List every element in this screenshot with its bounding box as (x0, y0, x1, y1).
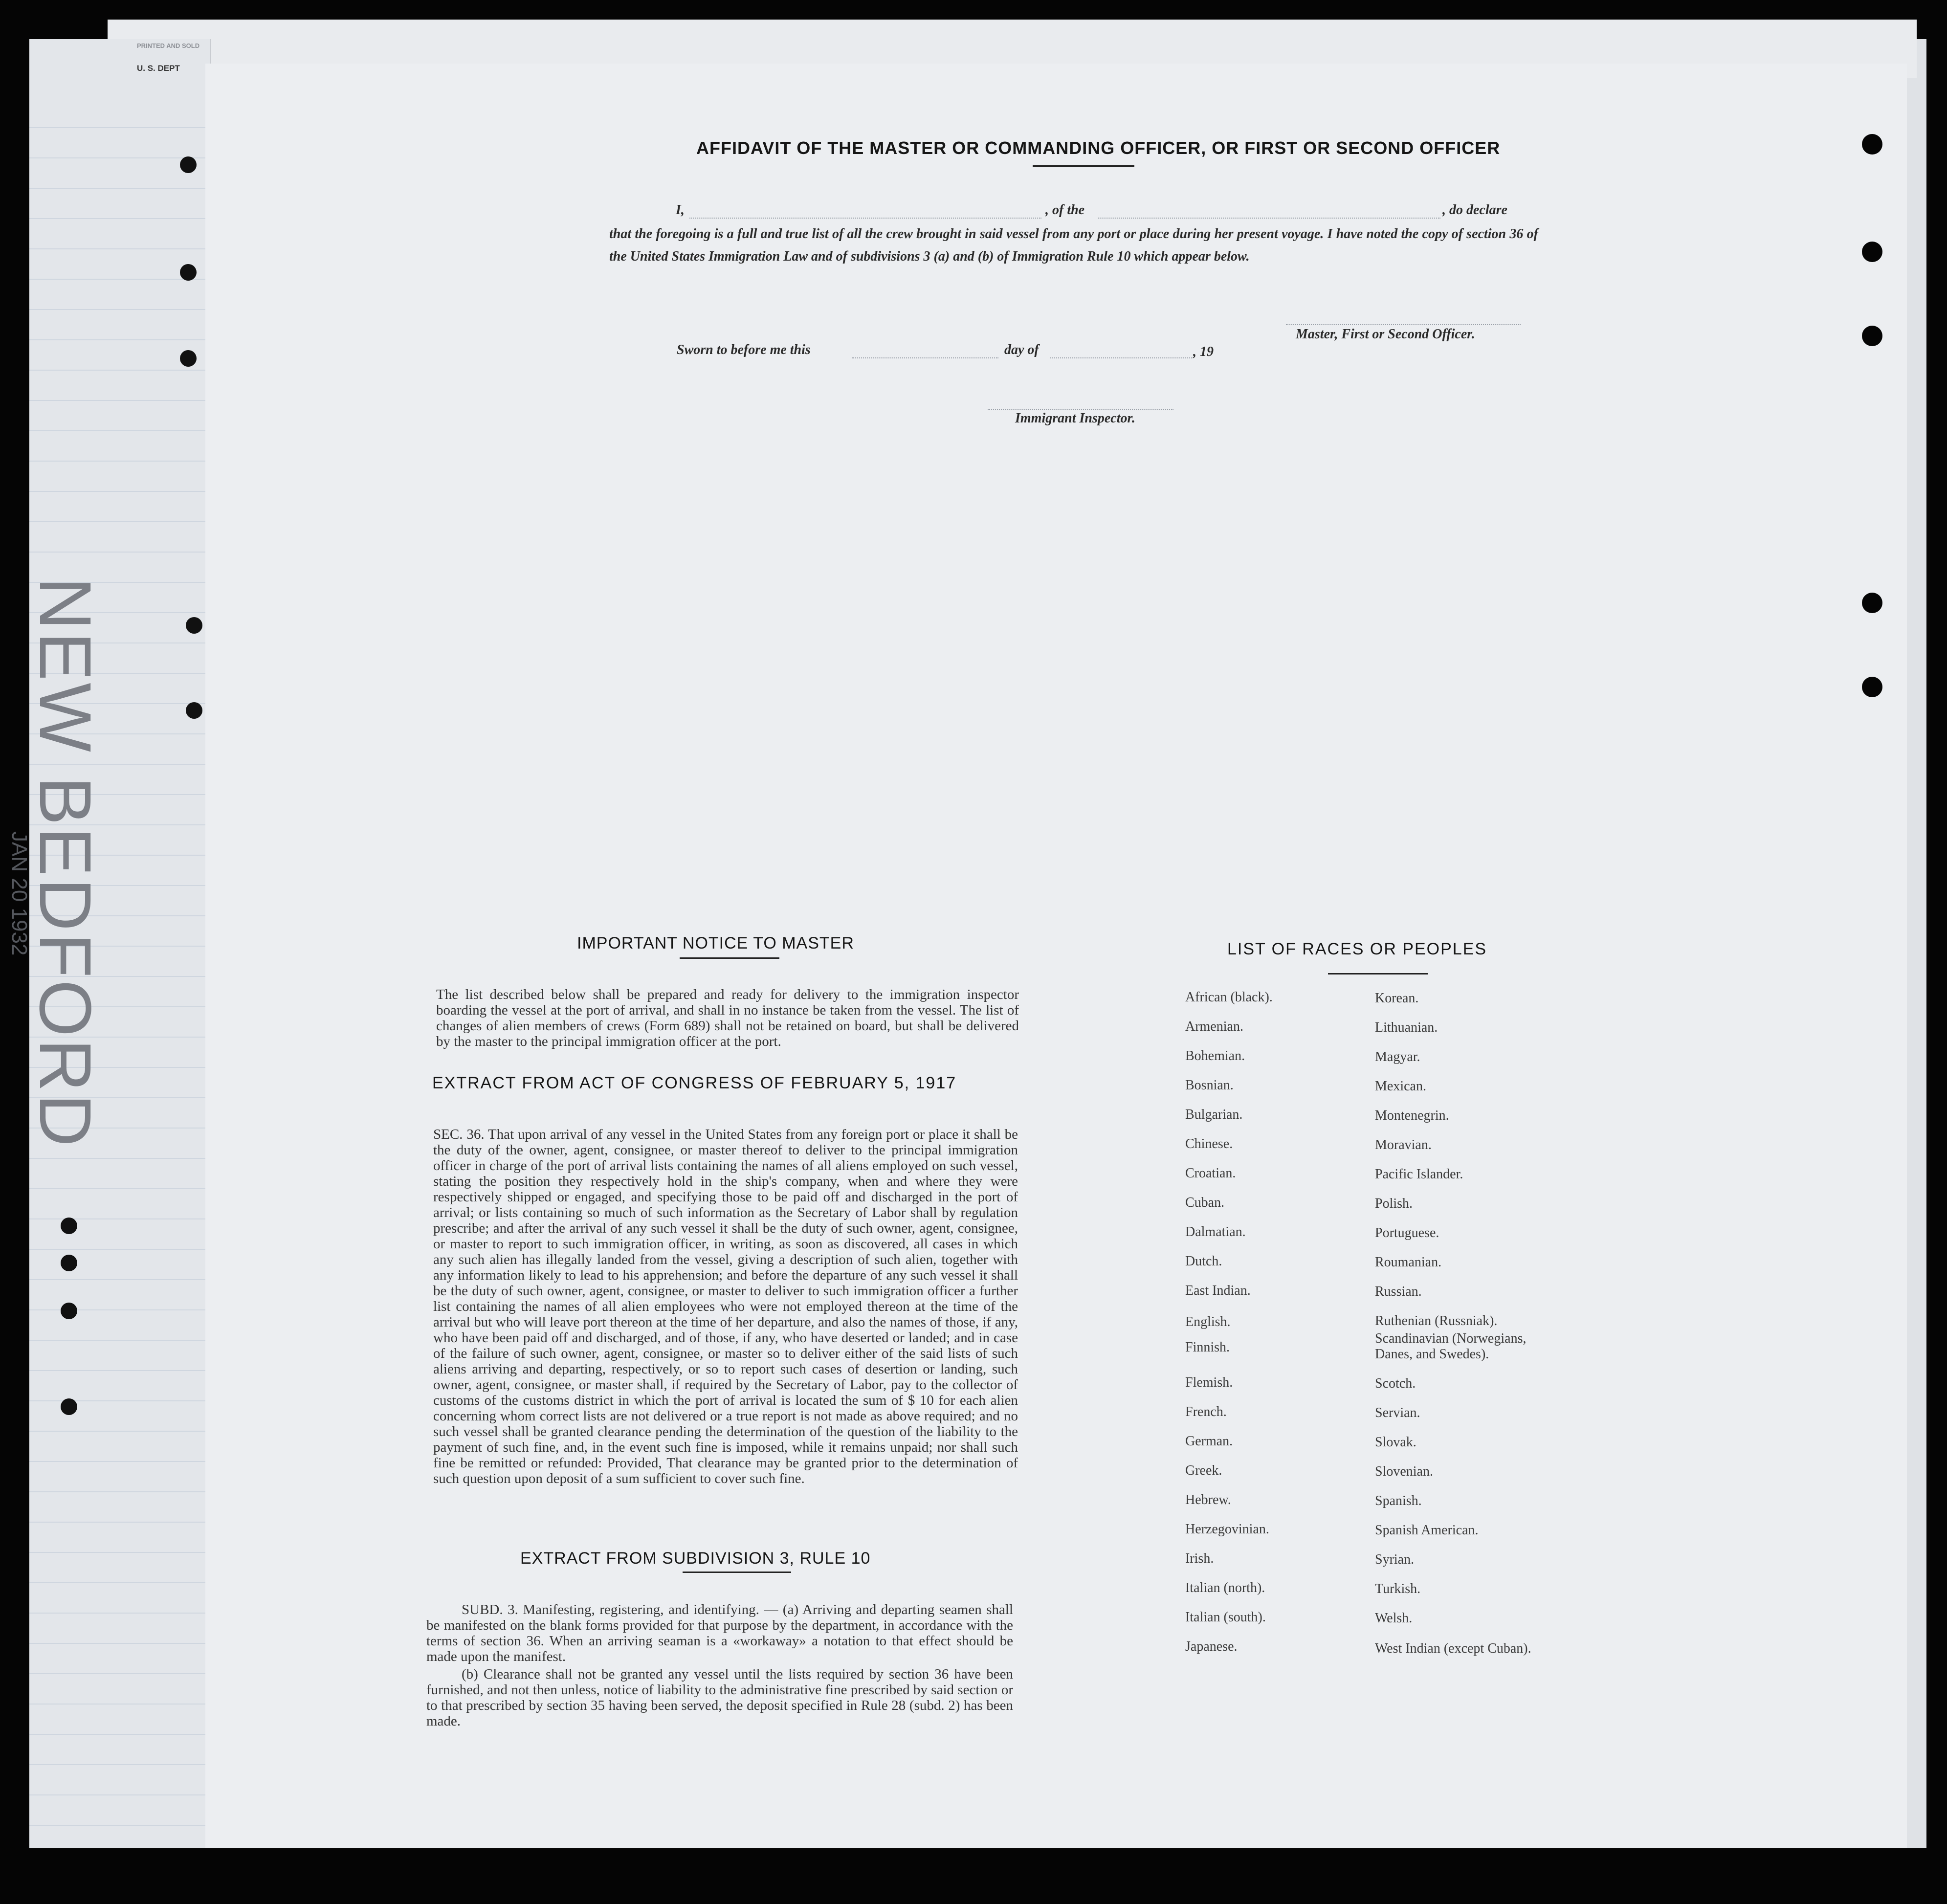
vessel-name-field (1098, 217, 1440, 219)
ledger-rule (29, 370, 210, 371)
sworn-day-field (852, 357, 998, 358)
race-item: Cuban. (1185, 1195, 1225, 1210)
header-us-dept: U. S. DEPT (137, 64, 180, 73)
form-back-page (205, 64, 1907, 1848)
ledger-rule (29, 248, 210, 249)
ledger-rule (29, 188, 210, 189)
ledger-rule (29, 1188, 210, 1189)
ledger-rule (29, 1400, 210, 1401)
race-item: Turkish. (1375, 1581, 1421, 1596)
race-item: Bulgarian. (1185, 1107, 1243, 1122)
ledger-rule (29, 309, 210, 310)
ledger-rule (29, 521, 210, 522)
ledger-rule (29, 400, 210, 401)
race-item: Japanese. (1185, 1639, 1238, 1654)
ledger-rule (29, 218, 210, 219)
race-item: Roumanian. (1375, 1255, 1442, 1270)
races-title: LIST OF RACES OR PEOPLES (1227, 940, 1487, 958)
ledger-rule (29, 1613, 210, 1614)
affidavit-body: that the foregoing is a full and true list of all the crew brought in said vessel from any port or place during her present voyage. I have noted the copy of section 36 of the United States Immigration Law and of subdivisions 3 (a) and (b) of Immigration Rule 10 which appear below. (609, 226, 1538, 264)
ledger-rule (29, 1734, 210, 1735)
race-item: Scandinavian (Norwegians, Danes, and Swedes). (1375, 1331, 1527, 1362)
race-item: East Indian. (1185, 1283, 1251, 1298)
do-declare: , do declare (1442, 202, 1507, 218)
rule-title-underline (683, 1572, 791, 1573)
race-item: Flemish. (1185, 1375, 1233, 1390)
day-of-label: day of (1004, 342, 1039, 357)
rule-para-a: SUBD. 3. Manifesting, registering, and identifying. — (a) Arriving and departing seamen shall be manifested on the blank forms provided for that purpose by the department, in accordance with the terms of section 36. When an arriving seaman is a «workaway» a notation to that effect should be made upon the manifest. (426, 1602, 1013, 1664)
ledger-rule (29, 552, 210, 553)
race-item: Italian (north). (1185, 1580, 1265, 1595)
punch-hole (1862, 134, 1882, 155)
ledger-rule (29, 1249, 210, 1250)
inspector-signature-field (988, 409, 1173, 410)
master-label: Master, First or Second Officer. (1296, 327, 1475, 342)
notice-body: The list described below shall be prepared and ready for delivery to the immigration inspector boarding the vessel at the port of arrival, and shall in no instance be taken from the vessel. The list of changes of alien members of crews (Form 689) shall not be retained on board, but shall be delivered by the master to the principal immigration officer at the port. (436, 987, 1019, 1049)
ledger-rule (29, 1582, 210, 1583)
race-item: French. (1185, 1404, 1227, 1419)
race-item: Croatian. (1185, 1166, 1236, 1181)
ledger-rule (29, 430, 210, 431)
ledger-rule (29, 1218, 210, 1219)
year-label: , 19 (1193, 344, 1214, 359)
race-item: Pacific Islander. (1375, 1167, 1463, 1182)
race-item: Italian (south). (1185, 1610, 1266, 1625)
ledger-rule (29, 1370, 210, 1371)
punch-hole (1862, 242, 1882, 262)
race-item: African (black). (1185, 990, 1273, 1005)
date-stamp: JAN 20 1932 (7, 831, 31, 956)
notice-title-underline (680, 957, 779, 959)
ledger-rule (29, 1794, 210, 1795)
race-item: Welsh. (1375, 1611, 1413, 1626)
notice-title: IMPORTANT NOTICE TO MASTER (577, 934, 854, 952)
punch-hole (1862, 326, 1882, 346)
race-item: Slovak. (1375, 1435, 1416, 1450)
ledger-rule (29, 339, 210, 340)
ledger-rule (29, 1825, 210, 1826)
punch-hole (186, 702, 202, 719)
race-item: Spanish. (1375, 1493, 1422, 1508)
race-item: Finnish. (1185, 1340, 1230, 1355)
race-item: English. (1185, 1314, 1231, 1329)
punch-hole (180, 156, 197, 173)
race-item: Hebrew. (1185, 1492, 1231, 1507)
ledger-rule (29, 1340, 210, 1341)
race-item: Korean. (1375, 991, 1419, 1006)
ledger-rule (29, 1704, 210, 1705)
punch-hole (180, 350, 197, 367)
master-signature-field (1286, 324, 1521, 325)
vessel-prefix: , of the (1045, 202, 1085, 218)
race-item: Montenegrin. (1375, 1108, 1449, 1123)
race-item: West Indian (except Cuban). (1375, 1641, 1531, 1656)
punch-hole (61, 1218, 77, 1234)
rule-title: EXTRACT FROM SUBDIVISION 3, RULE 10 (520, 1549, 871, 1568)
ledger-rule (29, 1522, 210, 1523)
race-item: Portuguese. (1375, 1225, 1439, 1240)
race-item: Servian. (1375, 1405, 1420, 1420)
race-item: Dalmatian. (1185, 1224, 1246, 1240)
race-item: Ruthenian (Russniak). (1375, 1313, 1498, 1328)
ledger-rule (29, 1279, 210, 1280)
race-item: Magyar. (1375, 1049, 1420, 1064)
race-item: Syrian. (1375, 1552, 1415, 1567)
race-item: Greek. (1185, 1463, 1222, 1478)
ledger-rule (29, 1552, 210, 1553)
race-item: Irish. (1185, 1551, 1214, 1566)
sworn-month-field (1050, 357, 1192, 358)
rule-para-b: (b) Clearance shall not be granted any vessel until the lists required by section 36 have been furnished, and not then unless, notice of liability to the administrative fine prescribed by said section or to that prescribed by section 35 having been served, the deposit specified in Rule 28 (subd. 2) has been made. (426, 1666, 1013, 1729)
race-item: Scotch. (1375, 1376, 1416, 1391)
ledger-rule (29, 491, 210, 492)
punch-hole (1862, 593, 1882, 613)
ledger-rule (29, 127, 210, 128)
race-item: Herzegovinian. (1185, 1522, 1269, 1537)
ledger-rule (29, 461, 210, 462)
ledger-rule (29, 1158, 210, 1159)
ledger-rule (29, 1764, 210, 1765)
ledger-rule (29, 1461, 210, 1462)
punch-hole (180, 264, 197, 281)
race-item: German. (1185, 1434, 1233, 1449)
race-item: Slovenian. (1375, 1464, 1433, 1479)
race-item: Polish. (1375, 1196, 1413, 1211)
punch-hole (61, 1255, 77, 1271)
race-item: Lithuanian. (1375, 1020, 1438, 1035)
port-stamp: NEW BEDFORD (24, 577, 107, 1149)
declarant-prefix: I, (676, 202, 685, 218)
race-item: Armenian. (1185, 1019, 1243, 1034)
punch-hole (1862, 677, 1882, 697)
affidavit-title: AFFIDAVIT OF THE MASTER OR COMMANDING OFFICER, OR FIRST OR SECOND OFFICER (696, 138, 1501, 158)
race-item: Chinese. (1185, 1136, 1233, 1151)
punch-hole (186, 617, 202, 634)
sworn-label: Sworn to before me this (677, 342, 811, 357)
punch-hole (61, 1398, 77, 1415)
declarant-name-field (689, 217, 1041, 219)
title-underline (1033, 165, 1134, 167)
ledger-rule (29, 1431, 210, 1432)
race-item: Bosnian. (1185, 1078, 1234, 1093)
race-item: Bohemian. (1185, 1048, 1245, 1063)
punch-hole (61, 1303, 77, 1319)
ledger-rule (29, 1309, 210, 1310)
ledger-rule (29, 1673, 210, 1674)
act-body: SEC. 36. That upon arrival of any vessel in the United States from any foreign port or place it shall be the duty of the owner, agent, consignee, or master thereof to deliver to the principal immigration officer in charge of the port of arrival lists containing the names of all aliens employed on such vessel, stating the position they respectively hold in the ship's company, when and where they were respectively shipped or engaged, and specifying those to be paid off and discharged in the port of arrival; or lists containing so much of such information as the Secretary of Labor shall by regulation prescribe; and after the arrival of any such vessel it shall be the duty of such owner, agent, consignee, or master to report to such immigration officer, in writing, as soon as discovered, all cases in which any such alien has illegally landed from the vessel, giving a description of such alien, together with any information likely to lead to his apprehension; and before the departure of any such vessel it shall be the duty of such owner, agent, consignee, or master to deliver to such immigration officer a further list containing the names of all alien employees who were not employed thereon at the time of the arrival but who will leave port thereon at the time of her departure, and also the names of those, if any, who have been paid off and discharged, and of those, if any, who have deserted or landed; and in case of the failure of such owner, agent, consignee, or master so to deliver either of the said lists of such aliens arriving and departing, respectively, or so to report such cases of desertion or landing, such owner, agent, consignee, or master shall, if required by the Secretary of Labor, pay to the collector of customs of the customs district in which the port of arrival is located the sum of $ 10 for each alien concerning whom correct lists are not delivered or a true report is not made as above required; and no such vessel shall be granted clearance pending the determination of the question of the liability to the payment of such fine, and, in the event such fine is imposed, while it remains unpaid; nor shall such fine be remitted or refunded: Provided, That clearance may be granted prior to the determination of such question upon deposit of a sum sufficient to cover such fine. (433, 1127, 1018, 1486)
ledger-rule (29, 1643, 210, 1644)
races-title-underline (1328, 973, 1428, 974)
header-printed-and-sold: PRINTED AND SOLD (137, 42, 200, 49)
race-item: Dutch. (1185, 1254, 1222, 1269)
act-title: EXTRACT FROM ACT OF CONGRESS OF FEBRUARY 5, 1917 (432, 1074, 957, 1092)
race-item: Moravian. (1375, 1137, 1432, 1152)
race-item: Mexican. (1375, 1079, 1426, 1094)
ledger-rule (29, 1491, 210, 1492)
inspector-label: Immigrant Inspector. (1015, 411, 1135, 426)
race-item: Spanish American. (1375, 1523, 1479, 1538)
race-item: Russian. (1375, 1284, 1422, 1299)
